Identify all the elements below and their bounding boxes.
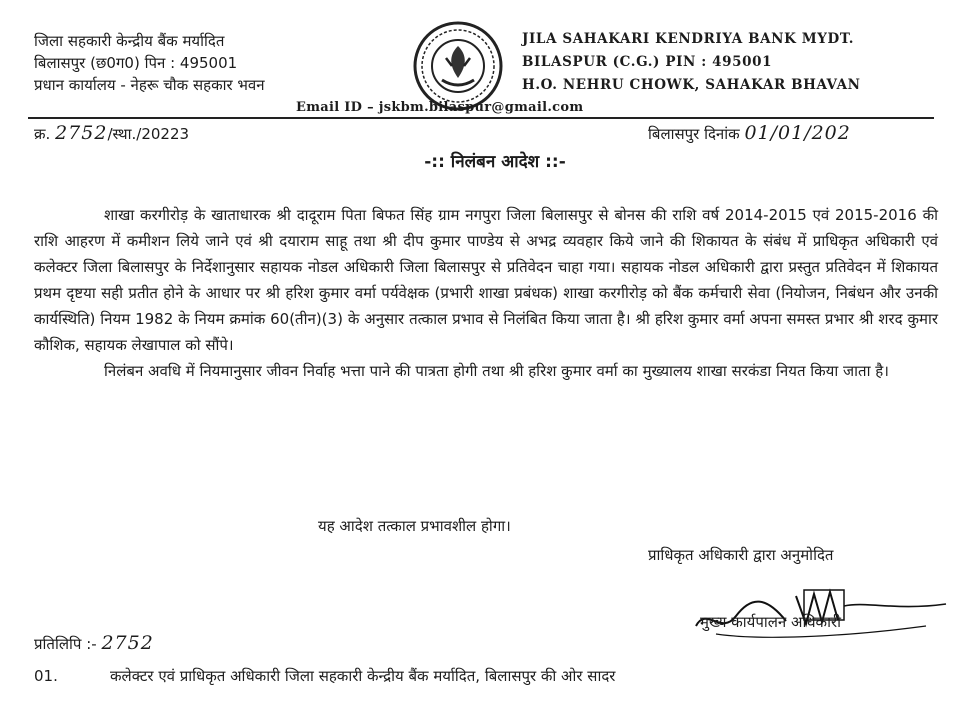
bank-seal-logo-icon: [412, 20, 504, 112]
ref-suffix: /स्था./20223: [107, 125, 190, 143]
letterhead-hindi: [34, 30, 414, 96]
date-value-handwritten: 01/01/202: [744, 122, 851, 144]
copy-label: प्रतिलिपि :-: [34, 635, 97, 653]
approval-line: प्राधिकृत अधिकारी द्वारा अनुमोदित: [648, 546, 834, 564]
letterhead-english-line: JILA SAHAKARI KENDRIYA BANK MYDT.: [522, 31, 855, 47]
letterhead-email: Email ID – jskbm.bilaspur@gmail.com: [296, 100, 584, 115]
officer-designation: मुख्य कार्यपालन अधिकारी: [700, 613, 841, 631]
order-body: [34, 202, 938, 384]
letterhead-english-line: BILASPUR (C.G.) PIN : 495001: [522, 54, 773, 70]
letterhead-hindi-line: जिला सहकारी केन्द्रीय बैंक मर्यादित: [34, 32, 225, 50]
body-paragraph: निलंबन अवधि में नियमानुसार जीवन निर्वाह भत्ता पाने की पात्रता होगी तथा श्री हरिश कुमार वर्मा का मुख्यालय शाखा सरकंडा नियत किया जाता है।: [104, 362, 889, 380]
letterhead-hindi-line: प्रधान कार्यालय - नेहरू चौक सहकार भवन: [34, 76, 265, 94]
letterhead-english-line: H.O. NEHRU CHOWK, SAHAKAR BHAVAN: [522, 77, 861, 93]
letterhead-hindi-line: बिलासपुर (छ0ग0) पिन : 495001: [34, 54, 238, 72]
reference-number: [34, 122, 189, 144]
letterhead-english: [522, 28, 942, 97]
effect-line: यह आदेश तत्काल प्रभावशील होगा।: [318, 517, 511, 535]
ref-number-handwritten: 2752: [55, 122, 108, 144]
ref-prefix: क्र.: [34, 125, 51, 143]
signature-icon: [676, 576, 956, 646]
date-label: बिलासपुर दिनांक: [648, 125, 740, 143]
copy-number-handwritten: 2752: [101, 632, 154, 654]
copy-label-line: [34, 632, 154, 654]
copy-item-number: 01.: [34, 667, 58, 685]
copy-list-item: [34, 666, 615, 686]
body-paragraph: शाखा करगीरोड़ के खाताधारक श्री दादूराम पिता बिफत सिंह ग्राम नगपुरा जिला बिलासपुर से बोनस की राशि वर्ष 2014-2015 एवं 2015-2016 की राशि आहरण में कमीशन लिये जाने एवं श्री दयाराम साहू तथा श्री दीप कुमार पाण्डेय से अभद्र व्यवहार किये जाने की शिकायत के संबंध में प्राधिकृत अधिकारी एवं कलेक्टर जिला बिलासपुर के निर्देशानुसार सहायक नोडल अधिकारी जिला बिलासपुर से प्रतिवेदन चाहा गया। सहायक नोडल अधिकारी द्वारा प्रस्तुत प्रतिवेदन में शिकायत प्रथम दृष्टया सही प्रतीत होने के आधार पर श्री हरिश कुमार वर्मा पर्यवेक्षक (प्रभारी शाखा प्रबंधक) शाखा करगीरोड़ को बैंक कर्मचारी सेवा (नियोजन, निबंधन और उनकी कार्यस्थिति) नियम 1982 के नियम क्रमांक 60(तीन)(3) के अनुसार तत्काल प्रभाव से निलंबित किया जाता है। श्री हरिश कुमार वर्मा अपना समस्त प्रभार श्री शरद कुमार कौशिक, सहायक लेखापाल को सौंपे।: [34, 206, 938, 354]
date-line: [648, 122, 851, 144]
header-divider: [28, 117, 934, 119]
order-title: -:: निलंबन आदेश ::-: [424, 152, 566, 172]
copy-item-text: कलेक्टर एवं प्राधिकृत अधिकारी जिला सहकारी केन्द्रीय बैंक मर्यादित, बिलासपुर की ओर सादर: [110, 667, 616, 685]
